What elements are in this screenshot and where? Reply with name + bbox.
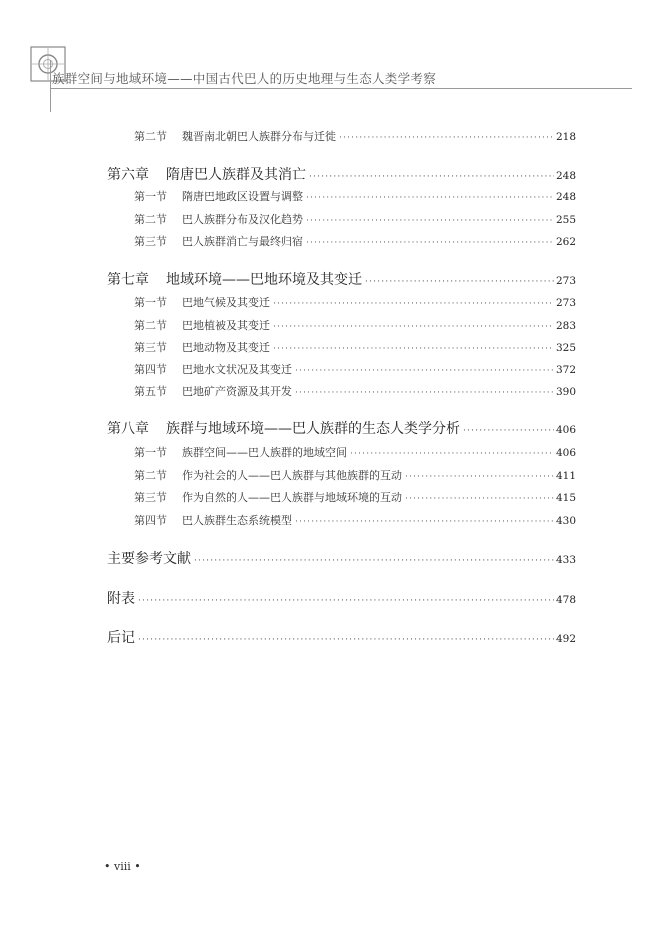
entry-page-number: 248: [555, 170, 576, 182]
entry-page-number: 478: [555, 594, 576, 606]
dot-leader: [306, 193, 554, 203]
toc-section-entry: [134, 294, 576, 310]
section-number: 第三节: [134, 235, 167, 248]
entry-title: 魏晋南北朝巴人族群分布与迁徙: [182, 130, 336, 143]
section-number: 第二节: [134, 130, 167, 143]
entry-page-number: 273: [555, 275, 576, 287]
entry-title: 巴地动物及其变迁: [182, 341, 270, 354]
dot-leader: [295, 517, 554, 527]
entry-title: 巴地矿产资源及其开发: [182, 385, 292, 398]
entry-page-number: 406: [555, 424, 576, 436]
section-number: 第四节: [134, 514, 167, 527]
dot-leader: [273, 299, 554, 309]
section-number: 第三节: [134, 341, 167, 354]
dot-leader: [339, 133, 554, 143]
page-number: • viii •: [104, 860, 141, 873]
dot-leader: [273, 344, 554, 354]
chapter-number: 第七章: [107, 272, 149, 288]
dot-leader: [194, 556, 554, 566]
header-rule: [50, 88, 632, 89]
entry-title: 族群与地域环境——巴人族群的生态人类学分析: [166, 421, 460, 437]
dot-leader: [309, 172, 554, 182]
entry-title: 巴地植被及其变迁: [182, 319, 270, 332]
entry-page-number: 406: [555, 447, 576, 459]
toc-chapter-entry: [107, 164, 576, 184]
entry-title: 作为自然的人——巴人族群与地域环境的互动: [182, 491, 402, 504]
toc-section-entry: [134, 489, 576, 505]
entry-title: 巴人族群分布及汉化趋势: [182, 213, 303, 226]
dot-leader: [405, 472, 554, 482]
entry-page-number: 415: [555, 492, 576, 504]
entry-title: 后记: [107, 630, 135, 646]
toc-section-entry: [134, 361, 576, 377]
dot-leader: [138, 596, 554, 606]
entry-title: 隋唐巴地政区设置与调整: [182, 190, 303, 203]
toc-section-entry: [134, 444, 576, 460]
header-divider-vertical: [50, 60, 51, 112]
entry-page-number: 325: [555, 342, 576, 354]
toc-chapter-entry: [107, 627, 576, 647]
toc-chapter-entry: [107, 548, 576, 568]
entry-page-number: 492: [555, 633, 576, 645]
toc-section-entry: [134, 211, 576, 227]
chapter-number: 第八章: [107, 421, 149, 437]
dot-leader: [365, 277, 554, 287]
toc-section-entry: [134, 188, 576, 204]
entry-title: 隋唐巴人族群及其消亡: [166, 167, 306, 183]
dot-leader: [295, 366, 554, 376]
entry-page-number: 273: [555, 297, 576, 309]
dot-leader: [295, 388, 554, 398]
entry-page-number: 283: [555, 320, 576, 332]
entry-page-number: 248: [555, 191, 576, 203]
toc-section-entry: [134, 233, 576, 249]
entry-page-number: 262: [555, 236, 576, 248]
dot-leader: [350, 449, 554, 459]
running-header-title: 族群空间与地域环境——中国古代巴人的历史地理与生态人类学考察: [52, 71, 437, 86]
toc-section-entry: [134, 383, 576, 399]
toc-chapter-entry: [107, 269, 576, 289]
entry-page-number: 390: [555, 386, 576, 398]
toc-section-entry: [134, 339, 576, 355]
entry-title: 族群空间——巴人族群的地域空间: [182, 446, 347, 459]
entry-page-number: 372: [555, 364, 576, 376]
entry-title: 巴人族群消亡与最终归宿: [182, 235, 303, 248]
entry-page-number: 430: [555, 515, 576, 527]
section-number: 第一节: [134, 190, 167, 203]
toc-chapter-entry: [107, 418, 576, 438]
dot-leader: [306, 238, 554, 248]
dot-leader: [273, 322, 554, 332]
dot-leader: [463, 426, 554, 436]
entry-title: 地域环境——巴地环境及其变迁: [166, 272, 362, 288]
section-number: 第三节: [134, 491, 167, 504]
entry-title: 主要参考文献: [107, 551, 191, 567]
entry-title: 作为社会的人——巴人族群与其他族群的互动: [182, 469, 402, 482]
section-number: 第二节: [134, 469, 167, 482]
dot-leader: [306, 216, 554, 226]
entry-page-number: 218: [555, 131, 576, 143]
toc-section-entry: [134, 467, 576, 483]
section-number: 第二节: [134, 213, 167, 226]
section-number: 第四节: [134, 363, 167, 376]
entry-title: 巴地气候及其变迁: [182, 296, 270, 309]
entry-title: 附表: [107, 591, 135, 607]
dot-leader: [405, 494, 554, 504]
entry-page-number: 411: [555, 470, 576, 482]
toc-chapter-entry: [107, 588, 576, 608]
section-number: 第二节: [134, 319, 167, 332]
chapter-number: 第六章: [107, 167, 149, 183]
entry-title: 巴地水文状况及其变迁: [182, 363, 292, 376]
toc-section-entry: [134, 317, 576, 333]
section-number: 第一节: [134, 296, 167, 309]
toc-section-entry: [134, 512, 576, 528]
entry-title: 巴人族群生态系统模型: [182, 514, 292, 527]
section-number: 第一节: [134, 446, 167, 459]
entry-page-number: 433: [555, 554, 576, 566]
dot-leader: [138, 635, 554, 645]
entry-page-number: 255: [555, 214, 576, 226]
section-number: 第五节: [134, 385, 167, 398]
toc-section-entry: [134, 128, 576, 144]
